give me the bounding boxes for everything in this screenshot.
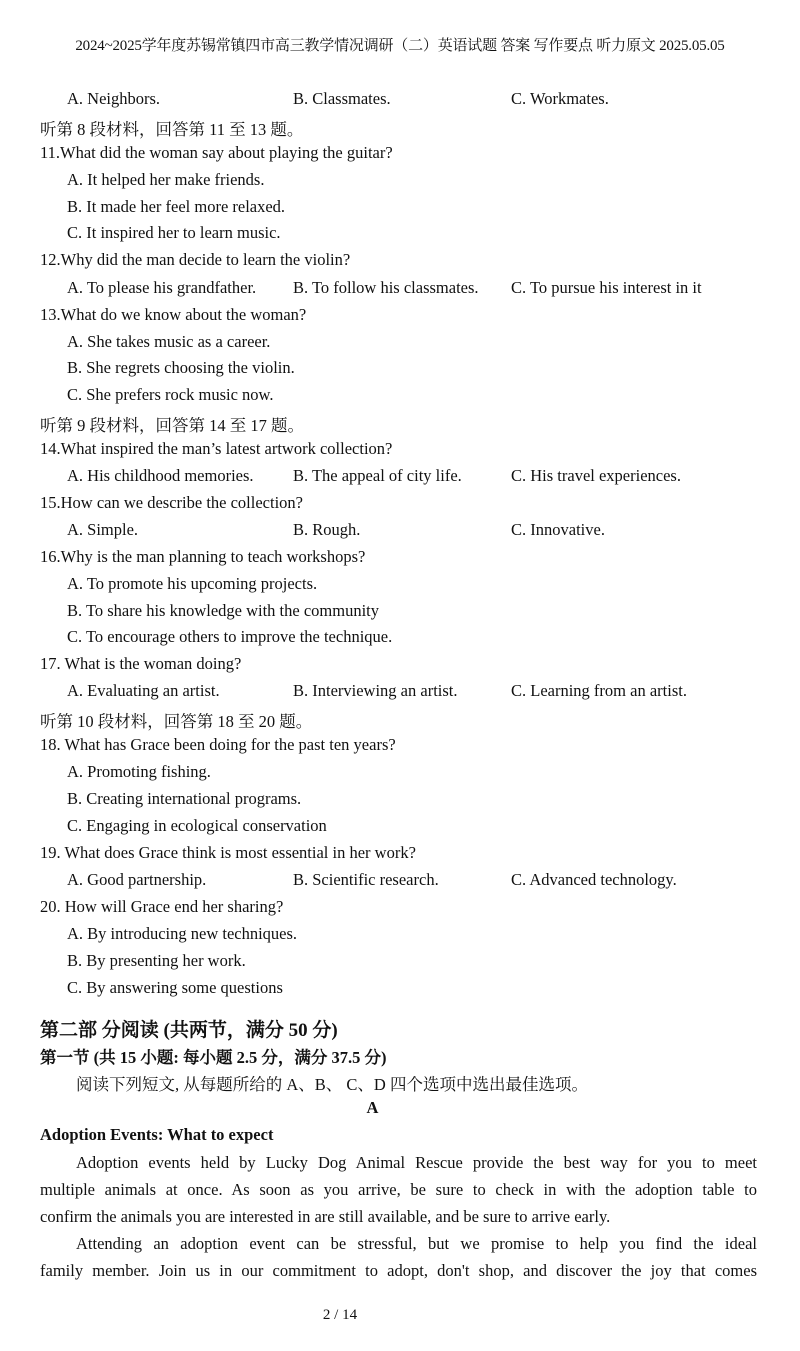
q16-stem: 16.Why is the man planning to teach workshops?	[40, 547, 366, 566]
paragraph-2-line-2: family member. Join us in our commitment to adopt, don't shop, and discover the joy that comes	[40, 1261, 757, 1280]
q12-option-a: A. To please his grandfather.	[67, 278, 257, 297]
q20-option-c: C. By answering some questions	[67, 978, 283, 997]
passage-8-instruction: 听第 8 段材料，回答第 11 至 13 题。	[40, 120, 304, 139]
q14-option-a: A. His childhood memories.	[67, 466, 254, 485]
q13-option-a: A. She takes music as a career.	[67, 332, 271, 351]
q14-option-c: C. His travel experiences.	[511, 466, 681, 485]
q20-option-a: A. By introducing new techniques.	[67, 924, 298, 943]
q13-option-c: C. She prefers rock music now.	[67, 385, 274, 404]
paragraph-1-line-1: Adoption events held by Lucky Dog Animal Rescue provide the best way for you to meet	[76, 1153, 757, 1172]
q13-option-b: B. She regrets choosing the violin.	[67, 358, 295, 377]
q15-option-a: A. Simple.	[67, 520, 139, 539]
q19-option-b: B. Scientific research.	[293, 870, 439, 889]
q18-option-c: C. Engaging in ecological conservation	[67, 816, 327, 835]
q11-stem: 11.What did the woman say about playing the guitar?	[40, 143, 393, 162]
q18-option-a: A. Promoting fishing.	[67, 762, 211, 781]
q17-option-c: C. Learning from an artist.	[511, 681, 687, 700]
q19-option-a: A. Good partnership.	[67, 870, 207, 889]
paragraph-2-line-1: Attending an adoption event can be stressful, but we promise to help you find the ideal	[76, 1234, 757, 1253]
part-two-title: 第二部 分阅读 (共两节，满分 50 分)	[40, 1020, 338, 1041]
q11-option-a: A. It helped her make friends.	[67, 170, 265, 189]
q15-option-c: C. Innovative.	[511, 520, 605, 539]
q15-option-b: B. Rough.	[293, 520, 361, 539]
q11-option-c: C. It inspired her to learn music.	[67, 223, 281, 242]
q17-option-a: A. Evaluating an artist.	[67, 681, 220, 700]
q16-option-a: A. To promote his upcoming projects.	[67, 574, 318, 593]
paragraph-1-line-2: multiple animals at once. As soon as you arrive, be sure to check in with the adoption table to	[40, 1180, 757, 1199]
reading-instruction: 阅读下列短文, 从每题所给的 A、B、 C、D 四个选项中选出最佳选项。	[76, 1075, 588, 1094]
q15-stem: 15.How can we describe the collection?	[40, 493, 303, 512]
paragraph-1-line-3: confirm the animals you are interested in are still available, and be sure to arrive early.	[40, 1207, 611, 1226]
q11-option-b: B. It made her feel more relaxed.	[67, 197, 286, 216]
q13-stem: 13.What do we know about the woman?	[40, 305, 307, 324]
q10-option-b: B. Classmates.	[293, 89, 391, 108]
q10-option-a: A. Neighbors.	[67, 89, 161, 108]
page-number: 2 / 14	[322, 1307, 358, 1323]
q16-option-b: B. To share his knowledge with the community	[67, 601, 380, 620]
passage-10-instruction: 听第 10 段材料，回答第 18 至 20 题。	[40, 712, 313, 731]
q17-option-b: B. Interviewing an artist.	[293, 681, 458, 700]
q12-option-b: B. To follow his classmates.	[293, 278, 479, 297]
q20-stem: 20. How will Grace end her sharing?	[40, 897, 284, 916]
q16-option-c: C. To encourage others to improve the technique.	[67, 627, 393, 646]
q10-option-c: C. Workmates.	[511, 89, 609, 108]
q18-stem: 18. What has Grace been doing for the past ten years?	[40, 735, 396, 754]
q18-option-b: B. Creating international programs.	[67, 789, 302, 808]
q20-option-b: B. By presenting her work.	[67, 951, 246, 970]
article-paragraph-1	[40, 1149, 757, 1230]
q19-option-c: C. Advanced technology.	[511, 870, 677, 889]
article-paragraph-2	[40, 1230, 757, 1284]
q14-option-b: B. The appeal of city life.	[293, 466, 462, 485]
q12-stem: 12.Why did the man decide to learn the violin?	[40, 250, 351, 269]
section-one-title: 第一节 (共 15 小题: 每小题 2.5 分，满分 37.5 分)	[40, 1048, 387, 1067]
page-header: 2024~2025学年度苏锡常镇四市高三教学情况调研（二）英语试题 答案 写作要点 听力原文 2025.05.05	[75, 38, 725, 54]
q12-option-c: C. To pursue his interest in it	[511, 278, 702, 297]
q19-stem: 19. What does Grace think is most essential in her work?	[40, 843, 416, 862]
q14-stem: 14.What inspired the man’s latest artwork collection?	[40, 439, 393, 458]
article-title: Adoption Events: What to expect	[40, 1125, 274, 1144]
passage-9-instruction: 听第 9 段材料，回答第 14 至 17 题。	[40, 416, 304, 435]
passage-label: A	[366, 1098, 379, 1117]
q17-stem: 17. What is the woman doing?	[40, 654, 242, 673]
